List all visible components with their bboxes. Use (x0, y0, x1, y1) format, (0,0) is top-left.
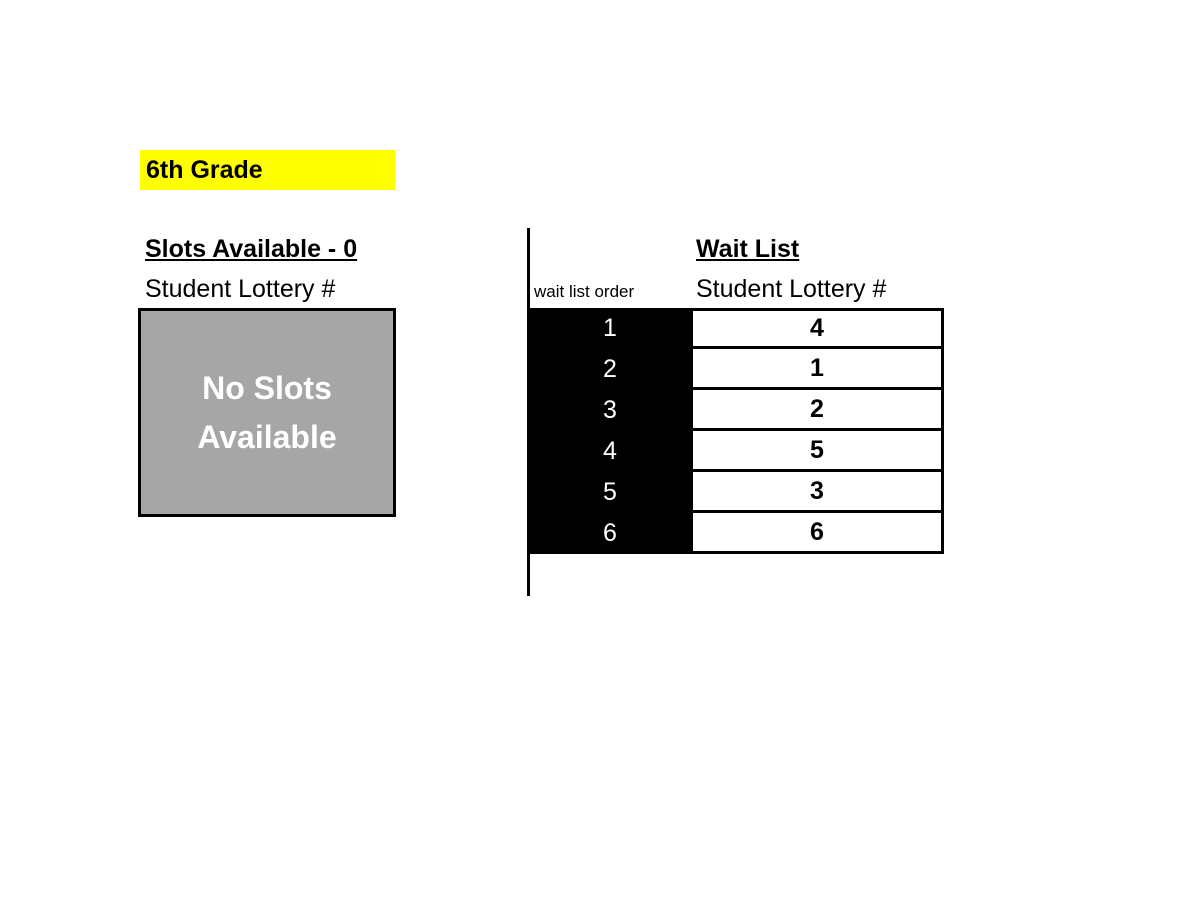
lottery-cell: 4 (690, 308, 944, 349)
no-slots-box (138, 308, 396, 517)
slots-available-heading: Slots Available - 0 (145, 235, 358, 263)
no-slots-message (197, 364, 336, 462)
table-row (530, 513, 944, 554)
table-row (530, 472, 944, 513)
table-row (530, 390, 944, 431)
order-cell: 2 (530, 349, 690, 390)
table-row (530, 431, 944, 472)
grade-banner (140, 150, 395, 190)
no-slots-line-2: Available (197, 418, 337, 455)
lottery-cell: 5 (690, 431, 944, 472)
lottery-cell: 2 (690, 390, 944, 431)
wait-list-lottery-label: Student Lottery # (696, 275, 887, 303)
wait-list-order-label: wait list order (534, 282, 635, 301)
table-row (530, 308, 944, 349)
lottery-cell: 3 (690, 472, 944, 513)
table-row (530, 349, 944, 390)
order-cell: 4 (530, 431, 690, 472)
lottery-cell: 6 (690, 513, 944, 554)
order-cell: 1 (530, 308, 690, 349)
grade-title: 6th Grade (146, 156, 263, 184)
lottery-cell: 1 (690, 349, 944, 390)
order-cell: 3 (530, 390, 690, 431)
slots-lottery-label: Student Lottery # (145, 275, 336, 303)
wait-list-table (530, 308, 944, 554)
order-cell: 6 (530, 513, 690, 554)
wait-list-heading: Wait List (696, 235, 800, 263)
order-cell: 5 (530, 472, 690, 513)
no-slots-line-1: No Slots (202, 369, 332, 406)
